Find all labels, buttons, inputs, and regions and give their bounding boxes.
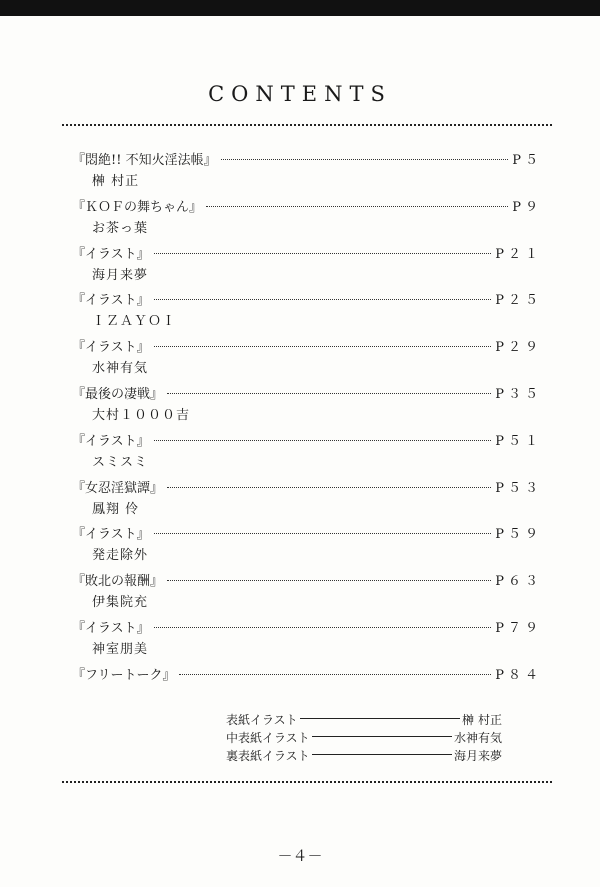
toc-entry-author: 発走除外: [92, 548, 149, 564]
toc-entry-author: ＩＺＡＹＯＩ: [92, 314, 177, 330]
toc-entry-title: 『イラスト』: [72, 621, 150, 636]
toc-entry-title: 『敗北の報酬』: [72, 574, 164, 590]
toc-dot-leader: [154, 627, 492, 628]
toc-entry-title: 『イラスト』: [72, 340, 150, 356]
toc-entry-title: 『イラスト』: [72, 527, 150, 543]
toc-entry-author: 伊集院充: [92, 595, 149, 611]
credit-row: [226, 711, 502, 729]
toc-entry-author: お茶っ葉: [92, 220, 149, 236]
credit-name: 榊 村正: [462, 713, 502, 727]
toc-entry-line: [72, 523, 542, 541]
toc-dot-leader: [154, 346, 492, 347]
bottom-dotted-rule: [62, 781, 552, 783]
toc-entry-line: [72, 289, 542, 307]
toc-entry-page: P２９: [495, 340, 542, 356]
toc-entry-page: P６３: [495, 574, 542, 590]
toc-entry: [72, 243, 542, 283]
page-number: －４－: [277, 847, 323, 865]
toc-entry-line: [72, 570, 542, 588]
toc-dot-leader: [154, 440, 492, 441]
toc-entry: [72, 664, 542, 704]
toc-dot-leader: [167, 487, 491, 488]
toc-entry-title: 『イラスト』: [72, 433, 150, 449]
toc-entry-author: 榊 村正: [92, 174, 140, 189]
toc-entry-line: [72, 243, 542, 261]
toc-entry-line: [72, 196, 542, 214]
toc-entry-title: 『悶絶!! 不知火淫法帳』: [72, 153, 217, 168]
toc-entry-page: P７９: [495, 621, 542, 636]
toc-entry: [72, 289, 542, 329]
toc-entry-page: P３５: [495, 387, 542, 402]
toc-entry-page: P５９: [495, 527, 542, 543]
toc-entry-title: 『女忍淫獄譚』: [72, 480, 164, 496]
toc-entry-page: P５１: [495, 433, 542, 449]
credit-leader: [300, 718, 461, 719]
toc-dot-leader: [167, 580, 491, 581]
toc-dot-leader: [221, 159, 509, 160]
toc-entry-author: 神室朋美: [92, 642, 149, 657]
toc-entry: [72, 196, 542, 236]
toc-dot-leader: [179, 674, 491, 675]
toc-entry-line: [72, 149, 542, 167]
toc-entry-line: [72, 383, 542, 401]
toc-entry-line: [72, 430, 542, 448]
toc-entry-page: P２１: [495, 246, 542, 262]
credit-name: 水神有気: [453, 731, 502, 745]
toc-entry-author: 水神有気: [92, 361, 149, 377]
toc-entry: [72, 617, 542, 657]
credit-name: 海月来夢: [453, 749, 502, 763]
top-dotted-rule: [62, 124, 552, 126]
toc-entry-title: 『フリートーク』: [72, 667, 176, 683]
toc-entry-title: 『イラスト』: [72, 293, 150, 309]
toc-entry-author: スミスミ: [92, 454, 149, 470]
page-title: CONTENTS: [208, 82, 392, 106]
credit-leader: [312, 754, 452, 755]
toc-entry: [72, 477, 542, 517]
toc-entry-title: 『ＫＯＦの舞ちゃん』: [72, 199, 203, 215]
toc-entry-author: 鳳翔 伶: [92, 501, 140, 517]
toc-entry: [72, 570, 542, 610]
toc-entry-author: 大村１０００吉: [92, 408, 191, 423]
toc-entry-line: [72, 477, 542, 495]
credit-row: [226, 729, 502, 747]
toc-dot-leader: [154, 253, 492, 254]
toc-entry-line: [72, 336, 542, 354]
toc-dot-leader: [154, 299, 492, 300]
toc-entry-page: P８４: [495, 667, 542, 683]
toc-entry-line: [72, 664, 542, 682]
toc-entry: [72, 383, 542, 423]
credit-leader: [312, 736, 452, 737]
toc-dot-leader: [154, 533, 492, 534]
top-border: [0, 0, 600, 16]
toc-dot-leader: [206, 206, 508, 207]
toc-entry-page: P９: [512, 199, 542, 215]
toc-entry: [72, 430, 542, 470]
toc-entry-title: 『イラスト』: [72, 246, 150, 262]
toc-entry-page: P５３: [495, 480, 542, 496]
toc-entry: [72, 523, 542, 563]
toc-entry: [72, 149, 542, 189]
toc-entry-page: P５: [512, 153, 542, 168]
credit-row: [226, 747, 502, 765]
toc-entry-title: 『最後の凄戦』: [72, 387, 164, 402]
credit-role: 裏表紙イラスト: [226, 749, 310, 763]
toc-entry-author: 海月来夢: [92, 267, 149, 283]
toc-entry-page: P２５: [495, 293, 542, 309]
credit-role: 中表紙イラスト: [226, 731, 310, 745]
toc-entry: [72, 336, 542, 376]
toc-entry-line: [72, 617, 542, 635]
credit-role: 表紙イラスト: [226, 713, 298, 727]
toc-dot-leader: [167, 393, 491, 394]
cover-credits: [226, 711, 502, 765]
